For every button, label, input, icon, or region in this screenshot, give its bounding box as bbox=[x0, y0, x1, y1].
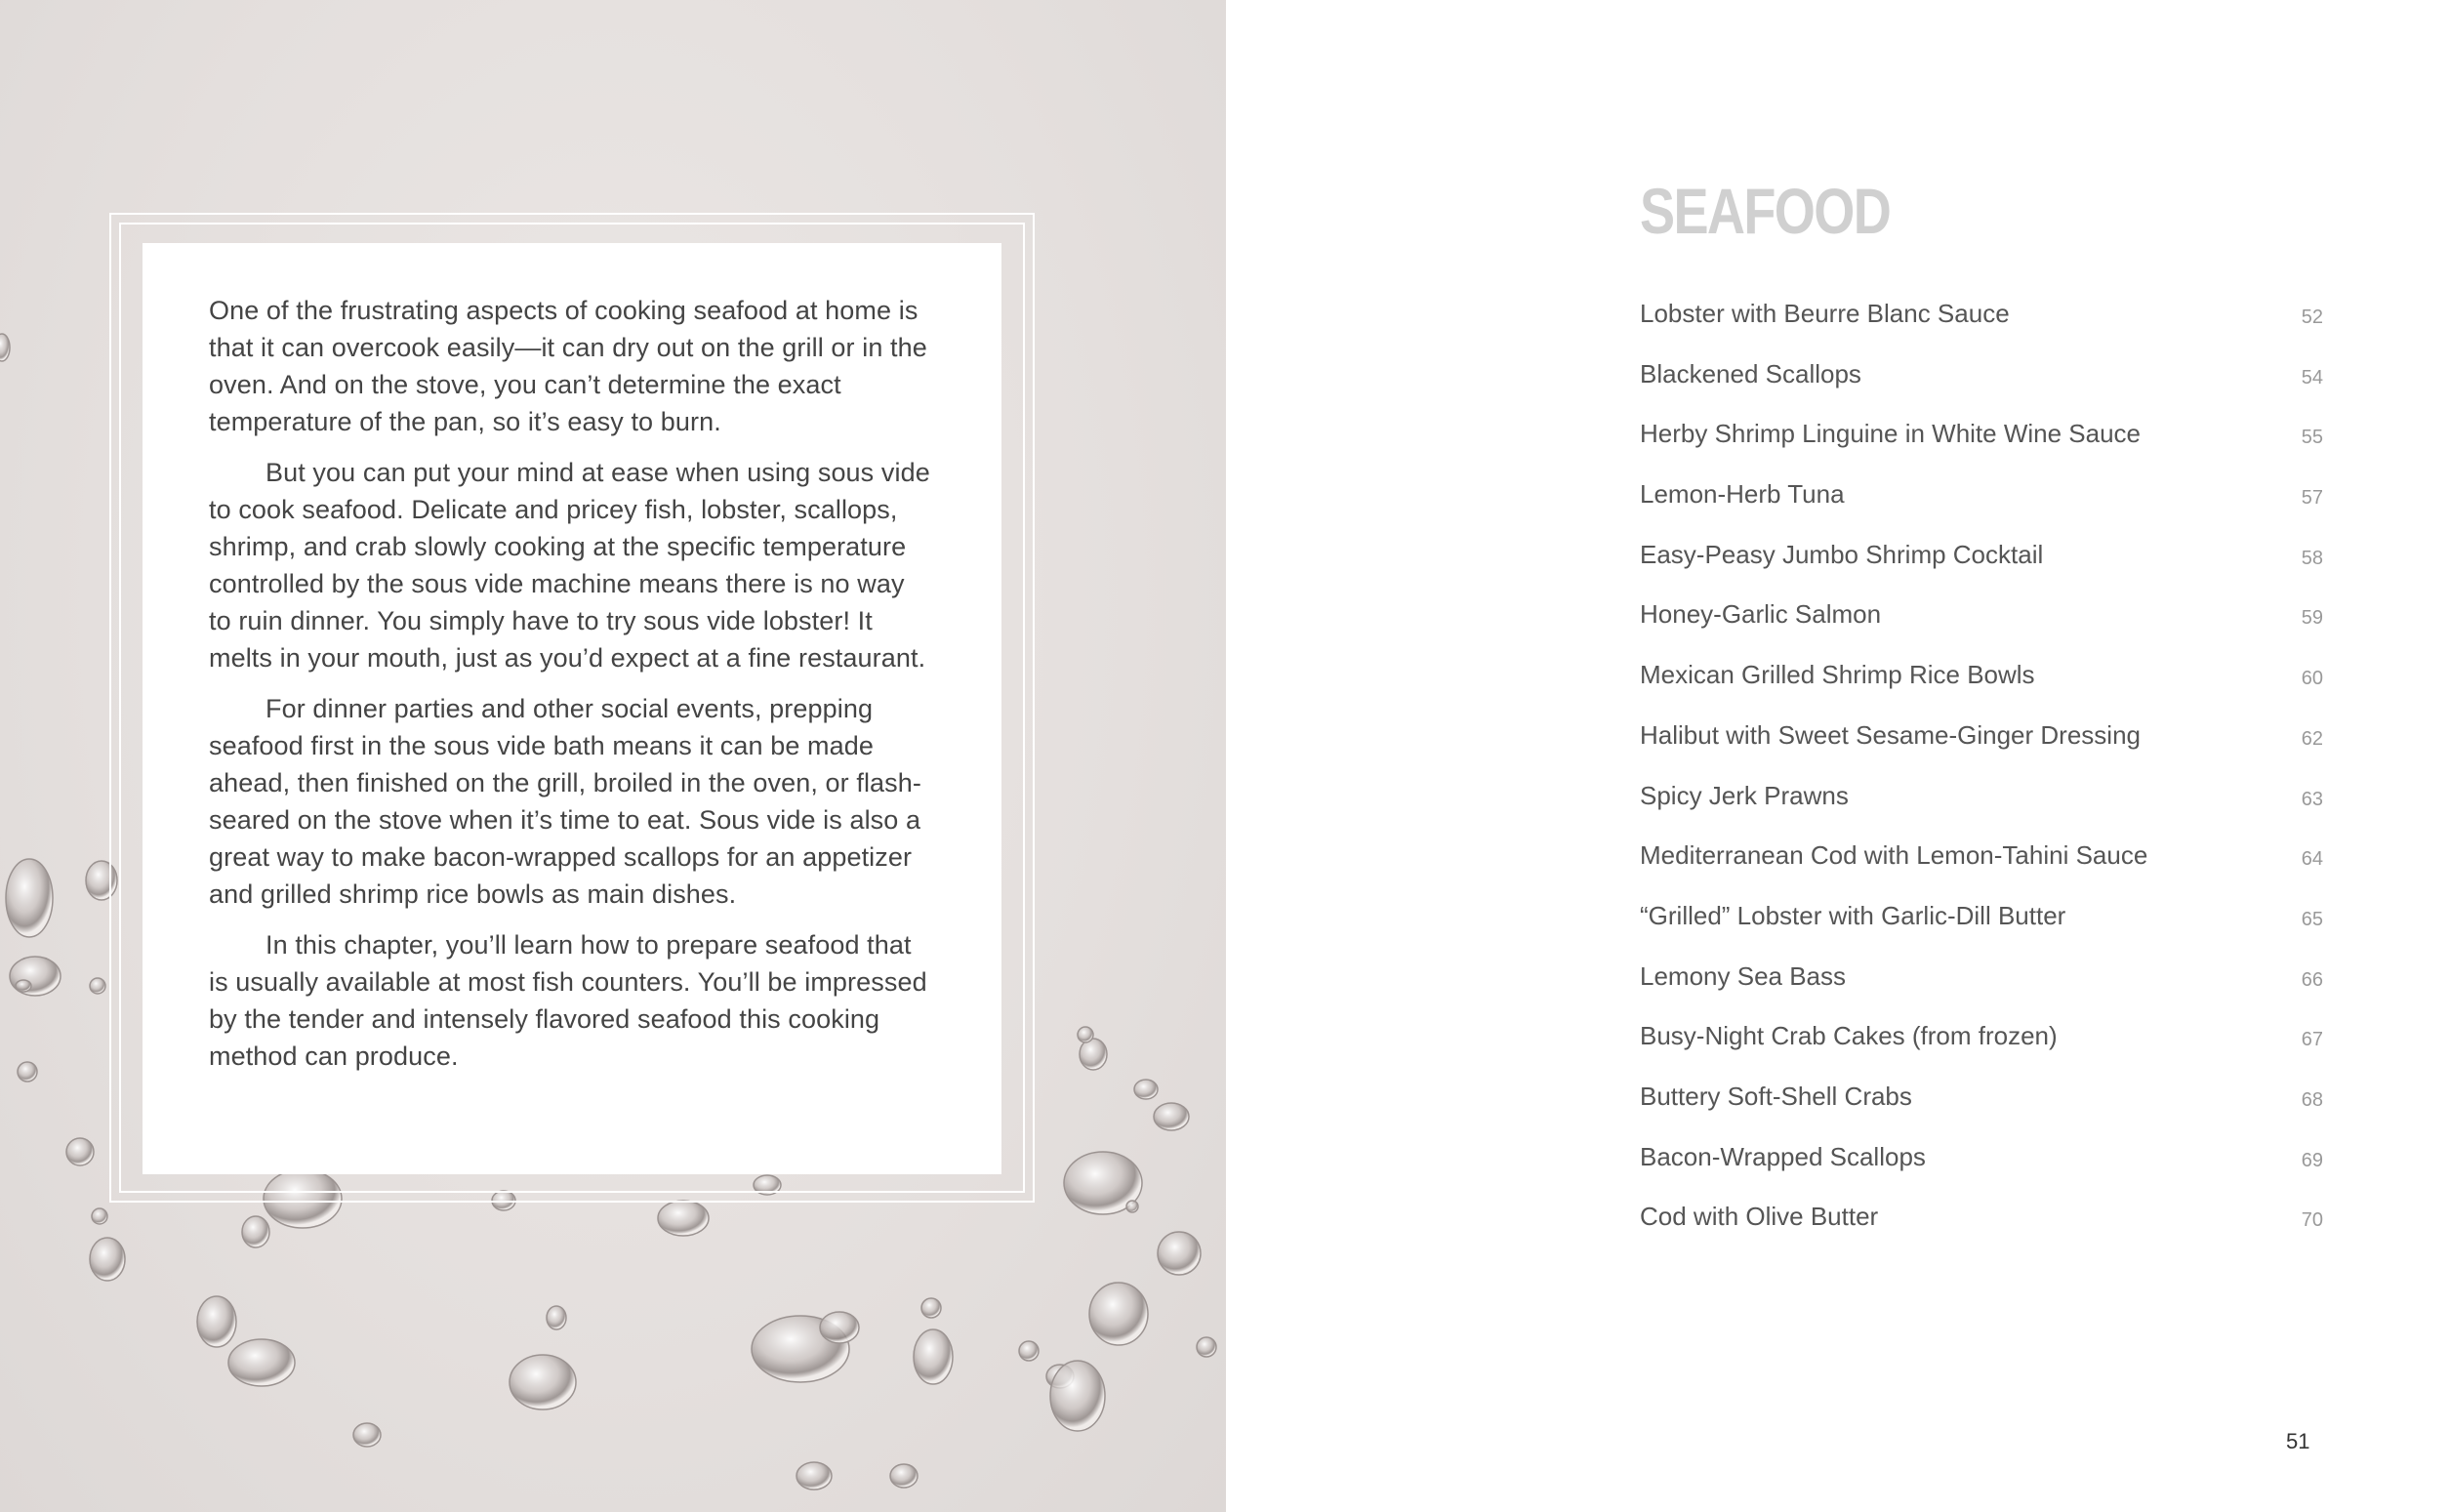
recipe-entry[interactable] bbox=[1640, 1198, 2323, 1258]
recipe-name: Blackened Scallops bbox=[1640, 358, 1861, 388]
recipe-entry[interactable] bbox=[1640, 1078, 2323, 1138]
recipe-page-number: 55 bbox=[2301, 427, 2323, 449]
recipe-list bbox=[1640, 295, 2323, 1258]
recipe-page-number: 65 bbox=[2301, 908, 2323, 930]
recipe-entry[interactable] bbox=[1640, 355, 2323, 416]
recipe-name: Halibut with Sweet Sesame-Ginger Dressing bbox=[1640, 719, 2141, 750]
intro-paragraph: For dinner parties and other social events, prepping seafood first in the sous vide bath means it can be made ahead, then finished on the grill, broiled in the oven, or flash-seared on the stove when it’s time to eat. Sous vide is also a great way to make bacon-wrapped scallops for an appetizer and grilled shrimp rice bowls as main dishes. bbox=[209, 694, 921, 909]
recipe-entry[interactable] bbox=[1640, 475, 2323, 536]
recipe-entry[interactable] bbox=[1640, 716, 2323, 777]
recipe-name: Easy-Peasy Jumbo Shrimp Cocktail bbox=[1640, 539, 2044, 569]
right-page bbox=[1226, 0, 2450, 1512]
recipe-entry[interactable] bbox=[1640, 958, 2323, 1018]
recipe-page-number: 52 bbox=[2301, 306, 2323, 328]
recipe-page-number: 67 bbox=[2301, 1029, 2323, 1051]
recipe-page-number: 70 bbox=[2301, 1209, 2323, 1232]
recipe-name: Bacon-Wrapped Scallops bbox=[1640, 1141, 1926, 1171]
recipe-page-number: 59 bbox=[2301, 607, 2323, 630]
recipe-page-number: 60 bbox=[2301, 668, 2323, 690]
recipe-name: Honey-Garlic Salmon bbox=[1640, 599, 1882, 630]
recipe-name: Buttery Soft-Shell Crabs bbox=[1640, 1081, 1912, 1111]
recipe-page-number: 64 bbox=[2301, 848, 2323, 871]
recipe-entry[interactable] bbox=[1640, 777, 2323, 838]
recipe-page-number: 57 bbox=[2301, 487, 2323, 510]
recipe-name: Spicy Jerk Prawns bbox=[1640, 780, 1849, 810]
recipe-page-number: 69 bbox=[2301, 1149, 2323, 1171]
recipe-entry[interactable] bbox=[1640, 897, 2323, 958]
recipe-entry[interactable] bbox=[1640, 595, 2323, 656]
recipe-name: Mediterranean Cod with Lemon-Tahini Sauce bbox=[1640, 840, 2148, 871]
page-number: 51 bbox=[2286, 1429, 2310, 1453]
recipe-name: Mexican Grilled Shrimp Rice Bowls bbox=[1640, 660, 2035, 690]
recipe-page-number: 66 bbox=[2301, 968, 2323, 991]
recipe-name: Lemony Sea Bass bbox=[1640, 960, 1847, 991]
recipe-entry[interactable] bbox=[1640, 656, 2323, 716]
intro-paragraph: But you can put your mind at ease when using sous vide to cook seafood. Delicate and pricey fish, lobster, scallops, shrimp, and crab slowly cooking at the specific temperature controlled by the sous vide machine means there is no way to ruin dinner. You simply have to try sous vide lobster! It melts in your mouth, just as you’d expect at a fine restaurant. bbox=[209, 458, 930, 673]
recipe-entry[interactable] bbox=[1640, 536, 2323, 596]
recipe-entry[interactable] bbox=[1640, 1017, 2323, 1078]
recipe-entry[interactable] bbox=[1640, 295, 2323, 355]
recipe-page-number: 68 bbox=[2301, 1088, 2323, 1111]
recipe-name: “Grilled” Lobster with Garlic-Dill Butter bbox=[1640, 900, 2066, 930]
recipe-page-number: 54 bbox=[2301, 366, 2323, 388]
recipe-name: Lobster with Beurre Blanc Sauce bbox=[1640, 299, 2010, 328]
recipe-name: Cod with Olive Butter bbox=[1640, 1202, 1879, 1232]
intro-paragraph: In this chapter, you’ll learn how to prepare seafood that is usually available at most fish counters. You’ll be impressed by the tender and intensely flavored seafood this cooking method can produce. bbox=[209, 930, 927, 1071]
intro-paragraph: One of the frustrating aspects of cooking seafood at home is that it can overcook easily—it can dry out on the grill or in the oven. And on the stove, you can’t determine the exact temperature of the pan, so it’s easy to burn. bbox=[209, 296, 927, 436]
recipe-page-number: 63 bbox=[2301, 788, 2323, 810]
recipe-entry[interactable] bbox=[1640, 415, 2323, 475]
recipe-page-number: 58 bbox=[2301, 547, 2323, 569]
chapter-intro-text-box bbox=[143, 243, 1001, 1174]
recipe-entry[interactable] bbox=[1640, 1138, 2323, 1199]
recipe-entry[interactable] bbox=[1640, 837, 2323, 897]
recipe-name: Herby Shrimp Linguine in White Wine Sauce bbox=[1640, 419, 2142, 449]
recipe-name: Lemon-Herb Tuna bbox=[1640, 479, 1845, 510]
recipe-name: Busy-Night Crab Cakes (from frozen) bbox=[1640, 1021, 2058, 1051]
recipe-page-number: 62 bbox=[2301, 727, 2323, 750]
chapter-title: SEAFOOD bbox=[1640, 175, 1891, 247]
